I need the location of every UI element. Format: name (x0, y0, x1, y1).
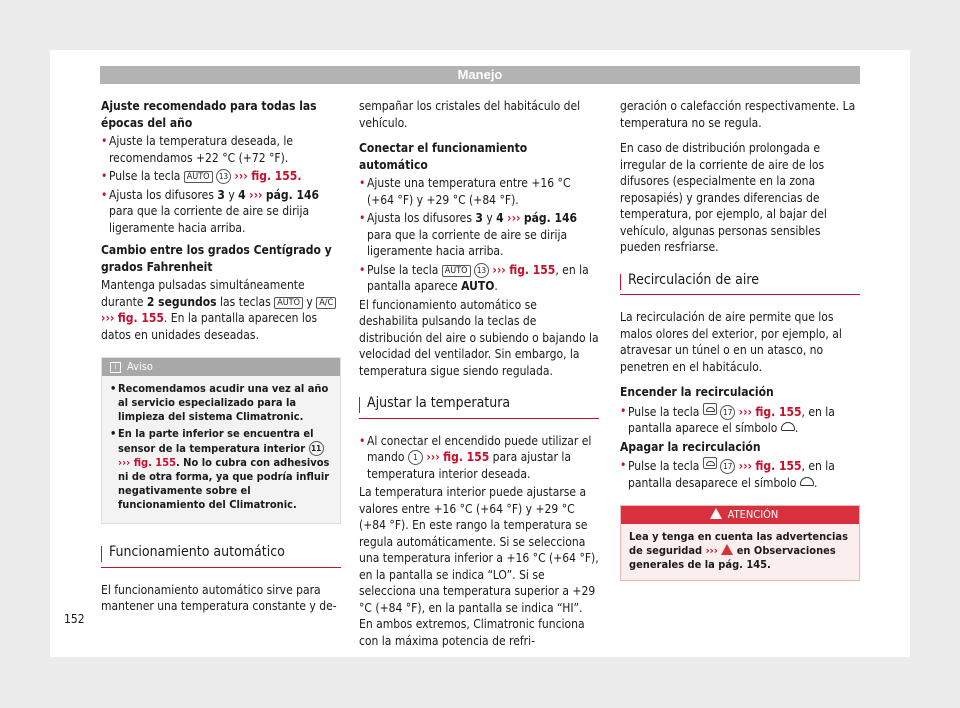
notice-box (101, 357, 341, 524)
warning-header: ATENCIÓN (621, 506, 859, 524)
list-item: • Recomendamos acudir una vez al año al servicio especializado para la limpieza del sistema Climatronic. (110, 382, 329, 423)
column-3 (620, 98, 860, 581)
list-item: • Al conectar el encendido puede utilizar el mando 1 ››› fig. 155 para ajustar la temperatura interior deseada. (359, 433, 592, 481)
list-item: • Pulse la tecla AUTO 13 ››› fig. 155. (101, 169, 302, 183)
page-link[interactable]: pág. 146 (265, 187, 320, 202)
paragraph: El funcionamiento automático se deshabilita pulsando la teclas de distribución del aire o subiendo o bajando la velocidad del ventilador. Sin embargo, la temperatura sigue siendo regulada. (359, 297, 599, 378)
notice-header: i Aviso (102, 358, 340, 376)
page-header (100, 66, 860, 84)
paragraph: Mantenga pulsadas simultáneamente durante 2 segundos las teclas AUTO y A/C ››› fig. 155. En la pantalla aparecen los datos en unidades deseadas. (101, 277, 341, 343)
callout-17: 17 (720, 405, 735, 420)
header-title: Manejo (457, 67, 503, 82)
callout-13: 13 (216, 169, 231, 184)
section-heading: Recirculación de aire (620, 272, 860, 296)
list-item: • Ajuste la temperatura deseada, le recomendamos +22 °C (+72 °F). (101, 134, 294, 165)
paragraph: geración o calefacción respectivamente. La temperatura no se regula. (620, 99, 856, 130)
warning-icon (710, 508, 722, 519)
fig-link[interactable]: fig. 155 (443, 450, 490, 464)
fig-link[interactable]: fig. 155 (755, 404, 802, 419)
page-number: 152 (64, 612, 85, 626)
heading-auto-on: Conectar el funcionamiento automático (359, 141, 528, 172)
list-item: • Ajusta los difusores 3 y 4 ››› pág. 146 para que la corriente de aire se dirija ligeramente hacia arriba. (101, 187, 320, 235)
paragraph: El funcionamiento automático sirve para mantener una temperatura constante y de- (101, 582, 337, 613)
fig-link[interactable]: fig. 155 (755, 459, 802, 473)
paragraph: La temperatura interior puede ajustarse a valores entre +16 °C (+64 °F) y +29 °C (+84 °F). En este rango la temperatura se regula automáticamente. Si se selecciona una temperatura inferior a +16 °C (+64 °F), en la pantalla se indica “LO”. Si se selecciona una temperatura superior a +29 °C (+84 °F), en la pantalla se indica “HI”. En ambos extremos, Climatronic funciona con la máxima potencia de refri- (359, 485, 599, 648)
callout-1: 1 (408, 450, 423, 465)
recirculation-key-icon (703, 457, 717, 469)
column-2 (359, 98, 599, 658)
recirculation-icon (781, 422, 795, 431)
page-link[interactable]: pág. 146 (523, 211, 578, 225)
warning-icon (721, 544, 733, 555)
fig-link[interactable]: fig. 155 (251, 169, 298, 183)
fig-link[interactable]: fig. 155 (133, 456, 176, 469)
list-item: • Pulse la tecla AUTO 13 ››› fig. 155, en la pantalla aparece AUTO. (359, 262, 589, 293)
section-heading: Ajustar la temperatura (359, 395, 599, 419)
list-item: • Pulse la tecla 17 ››› fig. 155, en la pantalla aparece el símbolo . (620, 403, 835, 435)
info-icon: i (110, 362, 121, 373)
recirculation-key-icon (703, 403, 717, 415)
column-1 (101, 98, 341, 624)
recirculation-icon (800, 477, 814, 486)
heading-recirc-on: Encender la recirculación (620, 385, 774, 399)
section-heading: Funcionamiento automático (101, 544, 341, 568)
warning-box: ATENCIÓN Lea y tenga en cuenta las advertencias de seguridad ››› en Observaciones generales de la pág. 145. (620, 505, 860, 581)
list-item: • Ajuste una temperatura entre +16 °C (+64 °F) y +29 °C (+84 °F). (359, 176, 571, 207)
fig-link[interactable]: fig. 155 (509, 262, 556, 277)
list-item: • En la parte inferior se encuentra el sensor de la temperatura interior 11 ››› fig. 155. No lo cubra con adhesivos ni de otra forma, ya que podría influir negativamente sobre el funcionamiento del Climatronic. (110, 427, 330, 511)
paragraph: sempañar los cristales del habitáculo del vehículo. (359, 99, 581, 130)
heading-units: Cambio entre los grados Centígrado y grados Fahrenheit (101, 243, 332, 274)
paragraph: En caso de distribución prolongada e irregular de la corriente de aire de los difusores (especialmente en la zona reposapiés) y grandes diferencias de temperatura, por ejemplo, al bajar del vehículo, algunas personas sensibles pueden resfriarse. (620, 141, 827, 254)
callout-11: 11 (309, 441, 324, 456)
heading-recirc-off: Apagar la recirculación (620, 439, 761, 454)
heading-recommended: Ajuste recomendado para todas las épocas del año (101, 99, 317, 130)
paragraph: La recirculación de aire permite que los malos olores del exterior, por ejemplo, al atravesar un túnel o en un atasco, no penetren en el habitáculo. (620, 310, 842, 374)
list-item: • Pulse la tecla 17 ››› fig. 155, en la pantalla desaparece el símbolo . (620, 458, 835, 490)
ac-key: A/C (316, 297, 336, 309)
fig-link[interactable]: fig. 155 (117, 311, 164, 325)
list-item: • Ajusta los difusores 3 y 4 ››› pág. 146 para que la corriente de aire se dirija ligeramente hacia arriba. (359, 211, 578, 258)
auto-key: AUTO (184, 171, 213, 183)
